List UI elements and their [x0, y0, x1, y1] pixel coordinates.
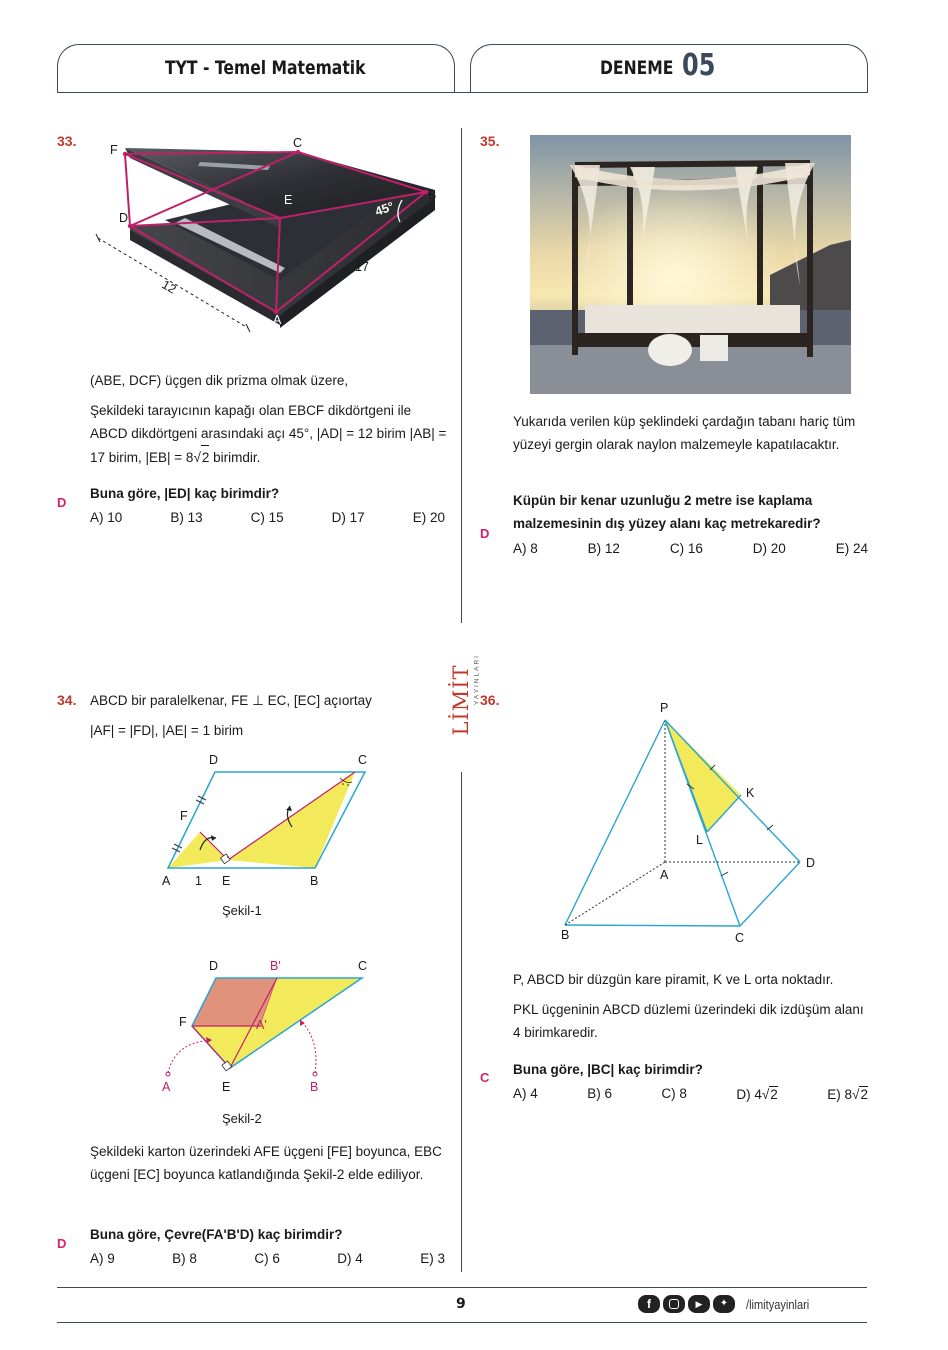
sqrt-sign: √ [761, 1087, 770, 1102]
footer-rule-top [57, 1287, 867, 1288]
label-F: F [110, 143, 118, 157]
q33-options [90, 510, 445, 525]
option-b[interactable]: B) 8 [172, 1251, 197, 1266]
label-12: 12 [159, 277, 179, 297]
gazebo-photo [530, 135, 851, 394]
question-number: 33. [57, 133, 77, 149]
question-number: 34. [57, 692, 77, 708]
option-e-text: E) 8 [827, 1087, 853, 1102]
q34-options [90, 1251, 445, 1266]
footer-rule-bottom [57, 1322, 867, 1323]
option-b[interactable]: B) 12 [587, 541, 620, 556]
header-rule [57, 92, 867, 93]
q33-text2-tail: birimdir. [209, 450, 261, 465]
answer-key: D [57, 495, 67, 510]
fig2-caption: Şekil-2 [222, 1111, 262, 1126]
answer-key: C [480, 1070, 490, 1085]
brand-name: LİMİT [449, 664, 473, 736]
q34-question: Buna göre, Çevre(FA'B'D) kaç birimdir? [90, 1227, 343, 1242]
q36-text1: P, ABCD bir düzgün kare piramit, K ve L orta noktadır. [513, 972, 834, 987]
q35-text1: Yukarıda verilen küp şeklindeki çardağın tabanı hariç tüm yüzeyi gergin olarak naylon malzemeyle kapatılacaktır. [513, 414, 856, 452]
label-17: 17 [355, 260, 369, 274]
option-d[interactable]: D) 4 [337, 1251, 363, 1266]
option-b[interactable]: B) 6 [587, 1086, 612, 1101]
sqrt-radicand: 2 [201, 445, 210, 469]
q35-options [513, 541, 868, 556]
pyramid-label-D: D [806, 856, 816, 870]
fig1-label-C: C [358, 753, 368, 767]
subject-title: TYT - Temel Matematik [165, 57, 366, 79]
option-e[interactable]: E) 24 [835, 541, 868, 556]
fig2-label-E: E [222, 1080, 231, 1094]
social-icons [638, 1295, 735, 1313]
label-A: A [273, 313, 282, 327]
option-d[interactable]: D) 20 [752, 541, 786, 556]
label-D: D [119, 211, 129, 225]
option-e[interactable] [827, 1086, 868, 1102]
pyramid-label-P: P [660, 701, 669, 715]
option-d-text: D) 4 [736, 1087, 762, 1102]
option-c[interactable]: C) 6 [254, 1251, 280, 1266]
pyramid-label-A: A [660, 868, 669, 882]
pyramid-figure [555, 710, 815, 935]
exam-number: 05 [682, 48, 716, 83]
option-a[interactable]: A) 4 [513, 1086, 538, 1101]
pyramid-label-L: L [696, 833, 703, 847]
exam-label: DENEME [600, 57, 674, 79]
q33-text2 [90, 399, 450, 469]
twitter-icon[interactable]: ✦ [713, 1295, 735, 1313]
sqrt-sign: √ [193, 450, 201, 465]
option-d[interactable] [736, 1086, 777, 1102]
facebook-icon[interactable]: f [638, 1295, 660, 1313]
fig1-label-D: D [209, 753, 219, 767]
fig1-label-1: 1 [195, 874, 202, 888]
sqrt-radicand: 2 [860, 1087, 868, 1102]
option-e[interactable]: E) 3 [420, 1251, 445, 1266]
q36-question: Buna göre, |BC| kaç birimdir? [513, 1062, 703, 1077]
answer-key: D [57, 1236, 67, 1251]
fig1-label-F: F [180, 809, 188, 823]
sqrt-radicand: 2 [770, 1087, 778, 1102]
option-c[interactable]: C) 15 [250, 510, 284, 525]
page-number: 9 [456, 1296, 466, 1312]
option-c[interactable]: C) 16 [669, 541, 703, 556]
figure-1 [160, 760, 370, 875]
label-angle: 45° [373, 199, 396, 219]
fig2-label-B: B [310, 1080, 319, 1094]
option-e[interactable]: E) 20 [412, 510, 445, 525]
option-a[interactable]: A) 9 [90, 1251, 115, 1266]
option-d[interactable]: D) 17 [331, 510, 365, 525]
fig2-label-Aprime: A' [256, 1018, 267, 1032]
fig2-label-A: A [162, 1080, 171, 1094]
fig1-label-B: B [310, 874, 319, 888]
brand-vertical [446, 628, 481, 768]
pyramid-label-K: K [746, 786, 755, 800]
column-divider-top [461, 128, 462, 623]
label-B: B [428, 188, 437, 202]
question-number: 35. [480, 133, 500, 149]
q36-text2: PKL üçgeninin ABCD düzlemi üzerindeki dik izdüşüm alanı 4 birimkaredir. [513, 1002, 864, 1040]
brand-sub: YAYINLARI [473, 654, 481, 705]
social-handle[interactable]: /limityayinlari [746, 1297, 810, 1312]
fig2-label-D: D [209, 959, 219, 973]
q34-text1: ABCD bir paralelkenar, FE ⊥ EC, [EC] açıortay [90, 693, 372, 708]
label-C: C [293, 136, 303, 150]
option-a[interactable]: A) 10 [90, 510, 123, 525]
q33-question: Buna göre, |ED| kaç birimdir? [90, 486, 280, 501]
q34-text3: Şekildeki karton üzerindeki AFE üçgeni [FE] boyunca, EBC üçgeni [EC] boyunca katlandığında Şekil-2 elde ediliyor. [90, 1144, 442, 1182]
scanner-figure [90, 130, 440, 340]
fig2-label-C: C [358, 959, 368, 973]
option-b[interactable]: B) 13 [170, 510, 203, 525]
youtube-icon[interactable]: ▶ [688, 1295, 710, 1313]
option-c[interactable]: C) 8 [661, 1086, 687, 1101]
option-a[interactable]: A) 8 [513, 541, 538, 556]
q36-options [513, 1086, 868, 1102]
answer-key: D [480, 526, 490, 541]
pyramid-label-B: B [561, 928, 570, 942]
pyramid-label-C: C [735, 931, 745, 945]
label-E: E [284, 193, 293, 207]
column-divider-bottom [461, 772, 462, 1272]
question-number: 36. [480, 692, 500, 708]
fig2-label-Bprime: B' [270, 959, 281, 973]
q33-text1: (ABE, DCF) üçgen dik prizma olmak üzere, [90, 373, 349, 388]
fig2-label-F: F [179, 1015, 187, 1029]
q34-text2: |AF| = |FD|, |AE| = 1 birim [90, 723, 244, 738]
sqrt-sign: √ [852, 1087, 860, 1102]
q33-text2-main: Şekildeki tarayıcının kapağı olan EBCF dikdörtgeni ile ABCD dikdörtgeni arasındaki açı 45°, |AD| = 12 birim |AB| = 17 birim, |EB| = 8 [90, 403, 447, 465]
fig1-caption: Şekil-1 [222, 903, 262, 918]
instagram-icon[interactable] [663, 1295, 685, 1313]
q35-question: Küpün bir kenar uzunluğu 2 metre ise kaplama malzemesinin dış yüzey alanı kaç metrekaredir? [513, 493, 821, 531]
fig1-label-A: A [162, 874, 171, 888]
fig1-label-E: E [222, 874, 231, 888]
